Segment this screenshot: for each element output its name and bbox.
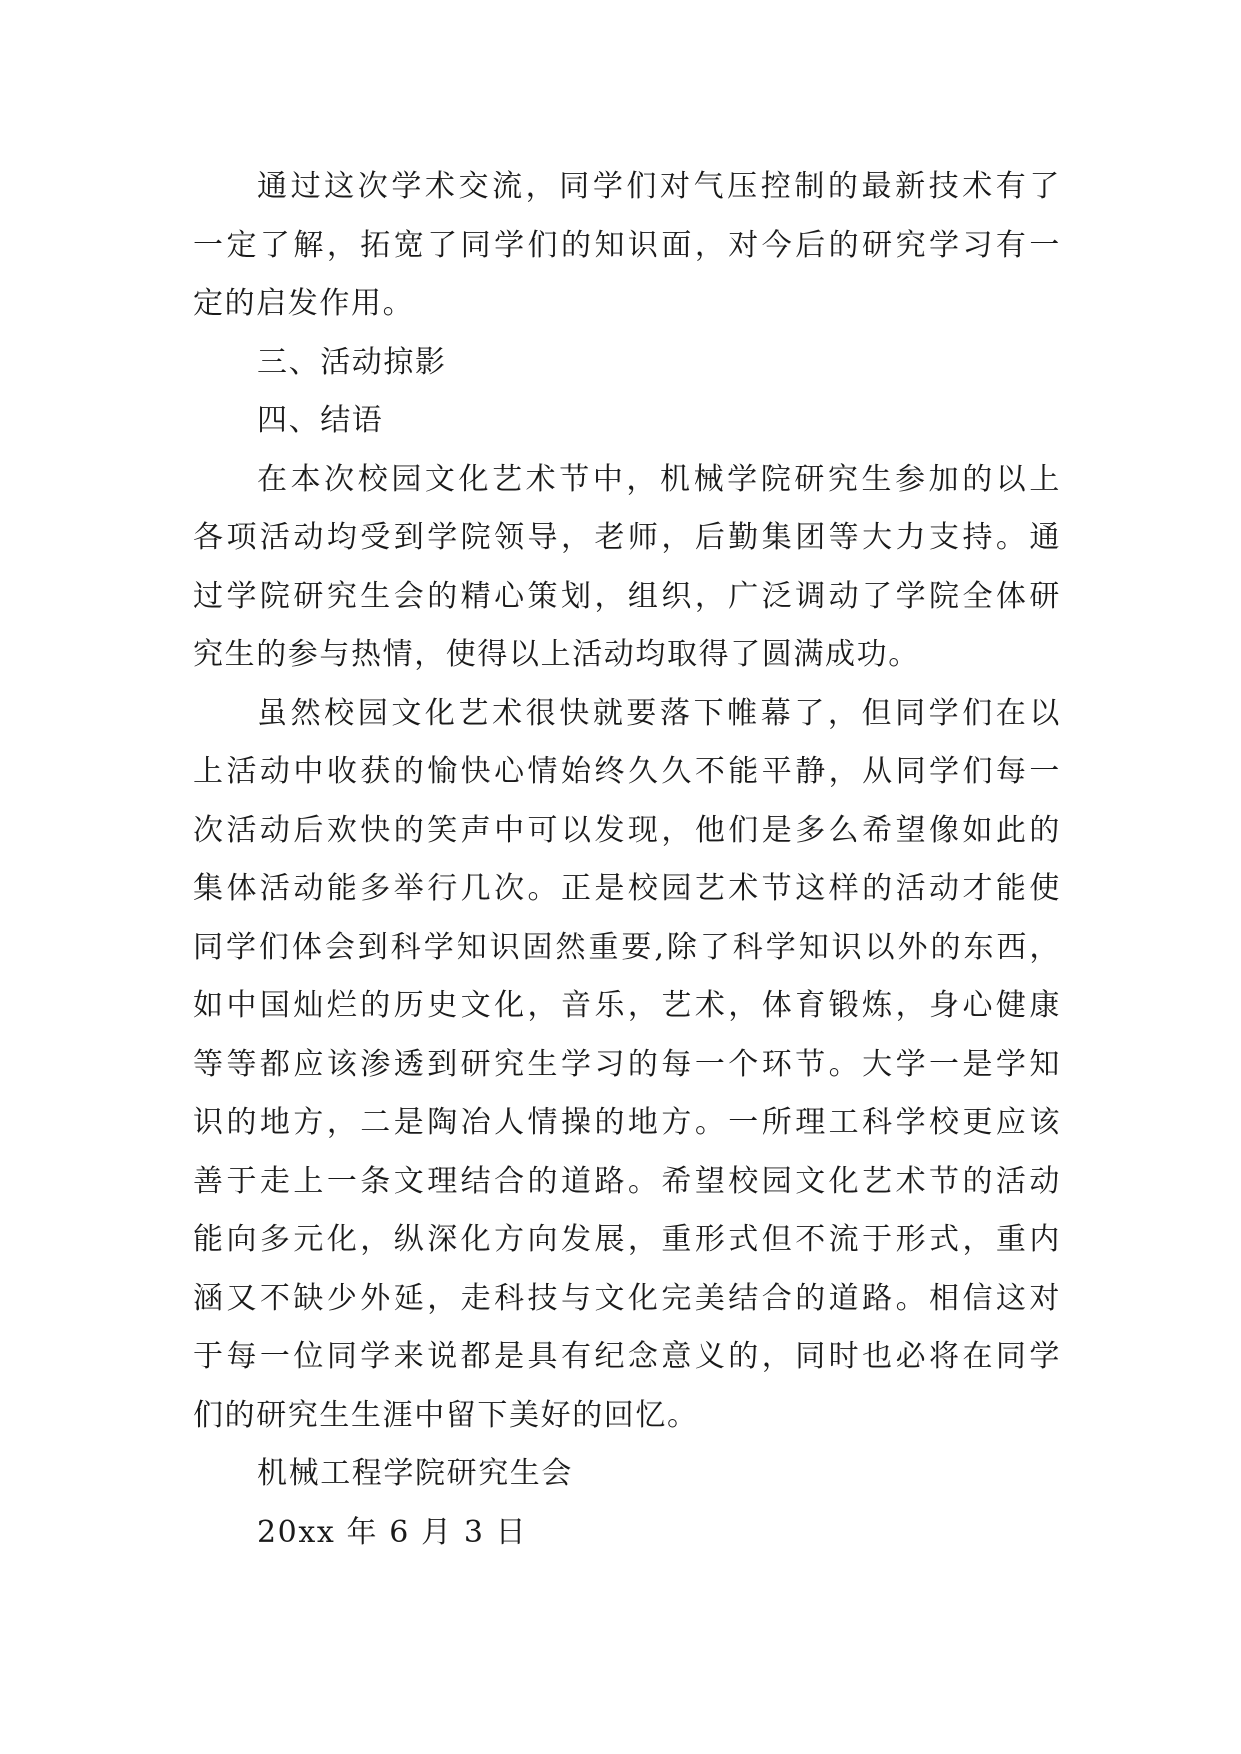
section-line: 机械工程学院研究生会	[257, 1456, 573, 1491]
text-line: 定的启发作用。	[193, 286, 415, 321]
body-paragraph	[193, 451, 1061, 685]
text-line: 们的研究生生涯中留下美好的回忆。	[193, 1397, 699, 1433]
text-line: 如中国灿烂的历史文化，音乐，艺术，体育锻炼，身心健康	[193, 988, 1061, 1023]
text-line: 于每一位同学来说都是具有纪念意义的，同时也必将在同学	[193, 1339, 1061, 1374]
text-line: 善于走上一条文理结合的道路。希望校园文化艺术节的活动	[193, 1163, 1061, 1199]
section-line: 三、活动掠影	[257, 344, 447, 380]
text-line: 集体活动能多举行几次。正是校园艺术节这样的活动才能使	[193, 871, 1061, 906]
text-line: 同学们体会到科学知识固然重要,除了科学知识以外的东西，	[193, 929, 1061, 965]
text-line: 各项活动均受到学院领导，老师，后勤集团等大力支持。通	[193, 520, 1061, 555]
section-line: 四、结语	[257, 403, 384, 438]
text-line: 识的地方，二是陶冶人情操的地方。一所理工科学校更应该	[193, 1105, 1061, 1140]
text-line: 次活动后欢快的笑声中可以发现，他们是多么希望像如此的	[193, 812, 1061, 848]
section-line: 20xx 年 6 月 3 日	[257, 1514, 528, 1550]
text-line: 一定了解，拓宽了同学们的知识面，对今后的研究学习有一	[193, 227, 1061, 263]
document-body	[193, 158, 1061, 1562]
text-line: 过学院研究生会的精心策划，组织，广泛调动了学院全体研	[193, 578, 1061, 614]
text-line: 通过这次学术交流，同学们对气压控制的最新技术有了	[257, 169, 1061, 204]
text-line: 在本次校园文化艺术节中，机械学院研究生参加的以上	[257, 461, 1061, 497]
text-line: 上活动中收获的愉快心情始终久久不能平静，从同学们每一	[193, 754, 1061, 789]
text-line: 能向多元化，纵深化方向发展，重形式但不流于形式，重内	[193, 1222, 1061, 1257]
body-paragraph	[193, 158, 1061, 334]
text-line: 虽然校园文化艺术很快就要落下帷幕了，但同学们在以	[257, 695, 1061, 731]
text-line: 涵又不缺少外延，走科技与文化完美结合的道路。相信这对	[193, 1280, 1061, 1316]
body-paragraph	[193, 685, 1061, 1446]
text-line: 究生的参与热情，使得以上活动均取得了圆满成功。	[193, 637, 920, 672]
text-line: 等等都应该渗透到研究生学习的每一个环节。大学一是学知	[193, 1046, 1061, 1082]
